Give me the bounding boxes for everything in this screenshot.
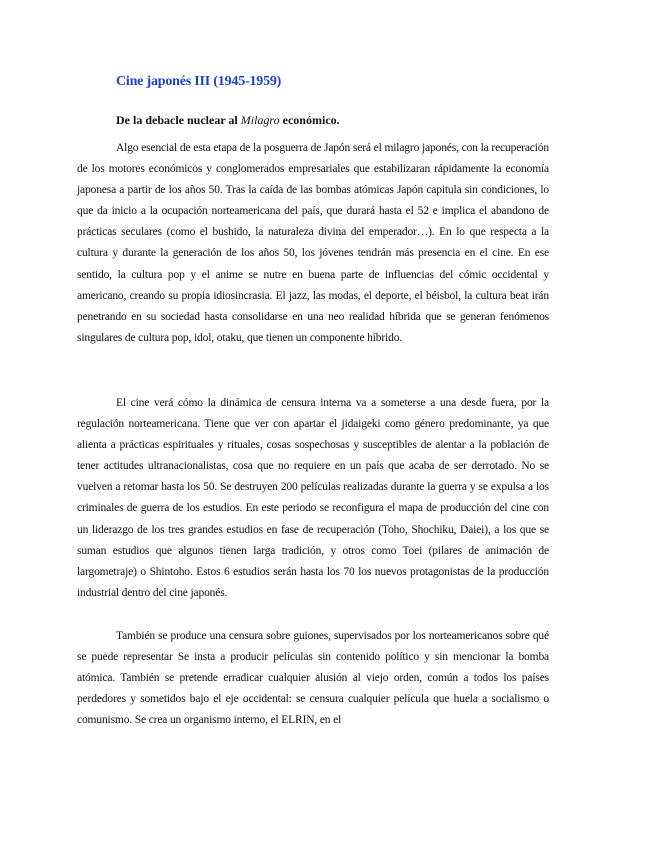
- paragraph-2: El cine verá cómo la dinámica de censura interna va a someterse a una desde fuera, por la regulación norteamericana. Tiene que ver con apartar el jidaigeki como género predominante, ya que alienta a prácticas espirituales y rituales, cosas sospechosas y susceptibles de alentar a la población de tener actitudes ultranacionalistas, cosa que no requiere en un país que acaba de ser derrotado. No se vuelven a retomar hasta los 50. Se destruyen 200 películas realizadas durante la guerra y se expulsa a los criminales de guerra de los estudios. En este periodo se reconfigura el mapa de producción del cine con un liderazgo de los tres grandes estudios en fase de recuperación (Toho, Shochiku, Daiei), a los que se suman estudios que algunos tienen larga tradición, y otros como Toei (pilares de animación de largometraje) o Shintoho. Estos 6 estudios serán hasta los 70 los nuevos protagonistas de la producción industrial dentro del cine japonés.: [77, 397, 549, 599]
- page-title: Cine japonés III (1945-1959): [116, 74, 282, 89]
- paragraph-3: También se produce una censura sobre guiones, supervisados por los norteamericanos sobre qué se puede representar Se insta a producir películas sin contenido político y sin mencionar la bomba atómica. También se pretende erradicar cualquier alusión al viejo orden, común a todos los países perdedores y sometidos bajo el eje occidental: se censura cualquier película que huela a socialismo o comunismo. Se crea un organismo interno, el ELRIN, en el: [77, 630, 549, 727]
- subtitle-emphasis: Milagro: [240, 113, 280, 127]
- section-subtitle: [116, 113, 340, 128]
- subtitle-text-start: De la debacle nuclear al: [116, 113, 241, 127]
- subtitle-text-end: económico.: [279, 113, 340, 127]
- paragraph-1: Algo esencial de esta etapa de la posguerra de Japón será el milagro japonés, con la recuperación de los motores económicos y conglomerados empresariales que estabilizaran rápidamente la economía japonesa a partir de los años 50. Tras la caída de las bombas atómicas Japón capitula sin condiciones, lo que da inicio a la ocupación norteamericana del país, que durará hasta el 52 e implica el abandono de prácticas seculares (como el bushido, la naturaleza divina del emperador…). En lo que respecta a la cultura y durante la generación de los años 50, los jóvenes tendrán más presencia en el cine. En ese sentido, la cultura pop y el anime se nutre en buena parte de influencias del cómic occidental y americano, creando su propia idiosincrasia. El jazz, las modas, el deporte, el béisbol, la cultura beat irán penetrando en su sociedad hasta consolidarse en una neo realidad híbrida que se generan fenómenos singulares de cultura pop, idol, otaku, que tienen un componente híbrido.: [77, 142, 549, 344]
